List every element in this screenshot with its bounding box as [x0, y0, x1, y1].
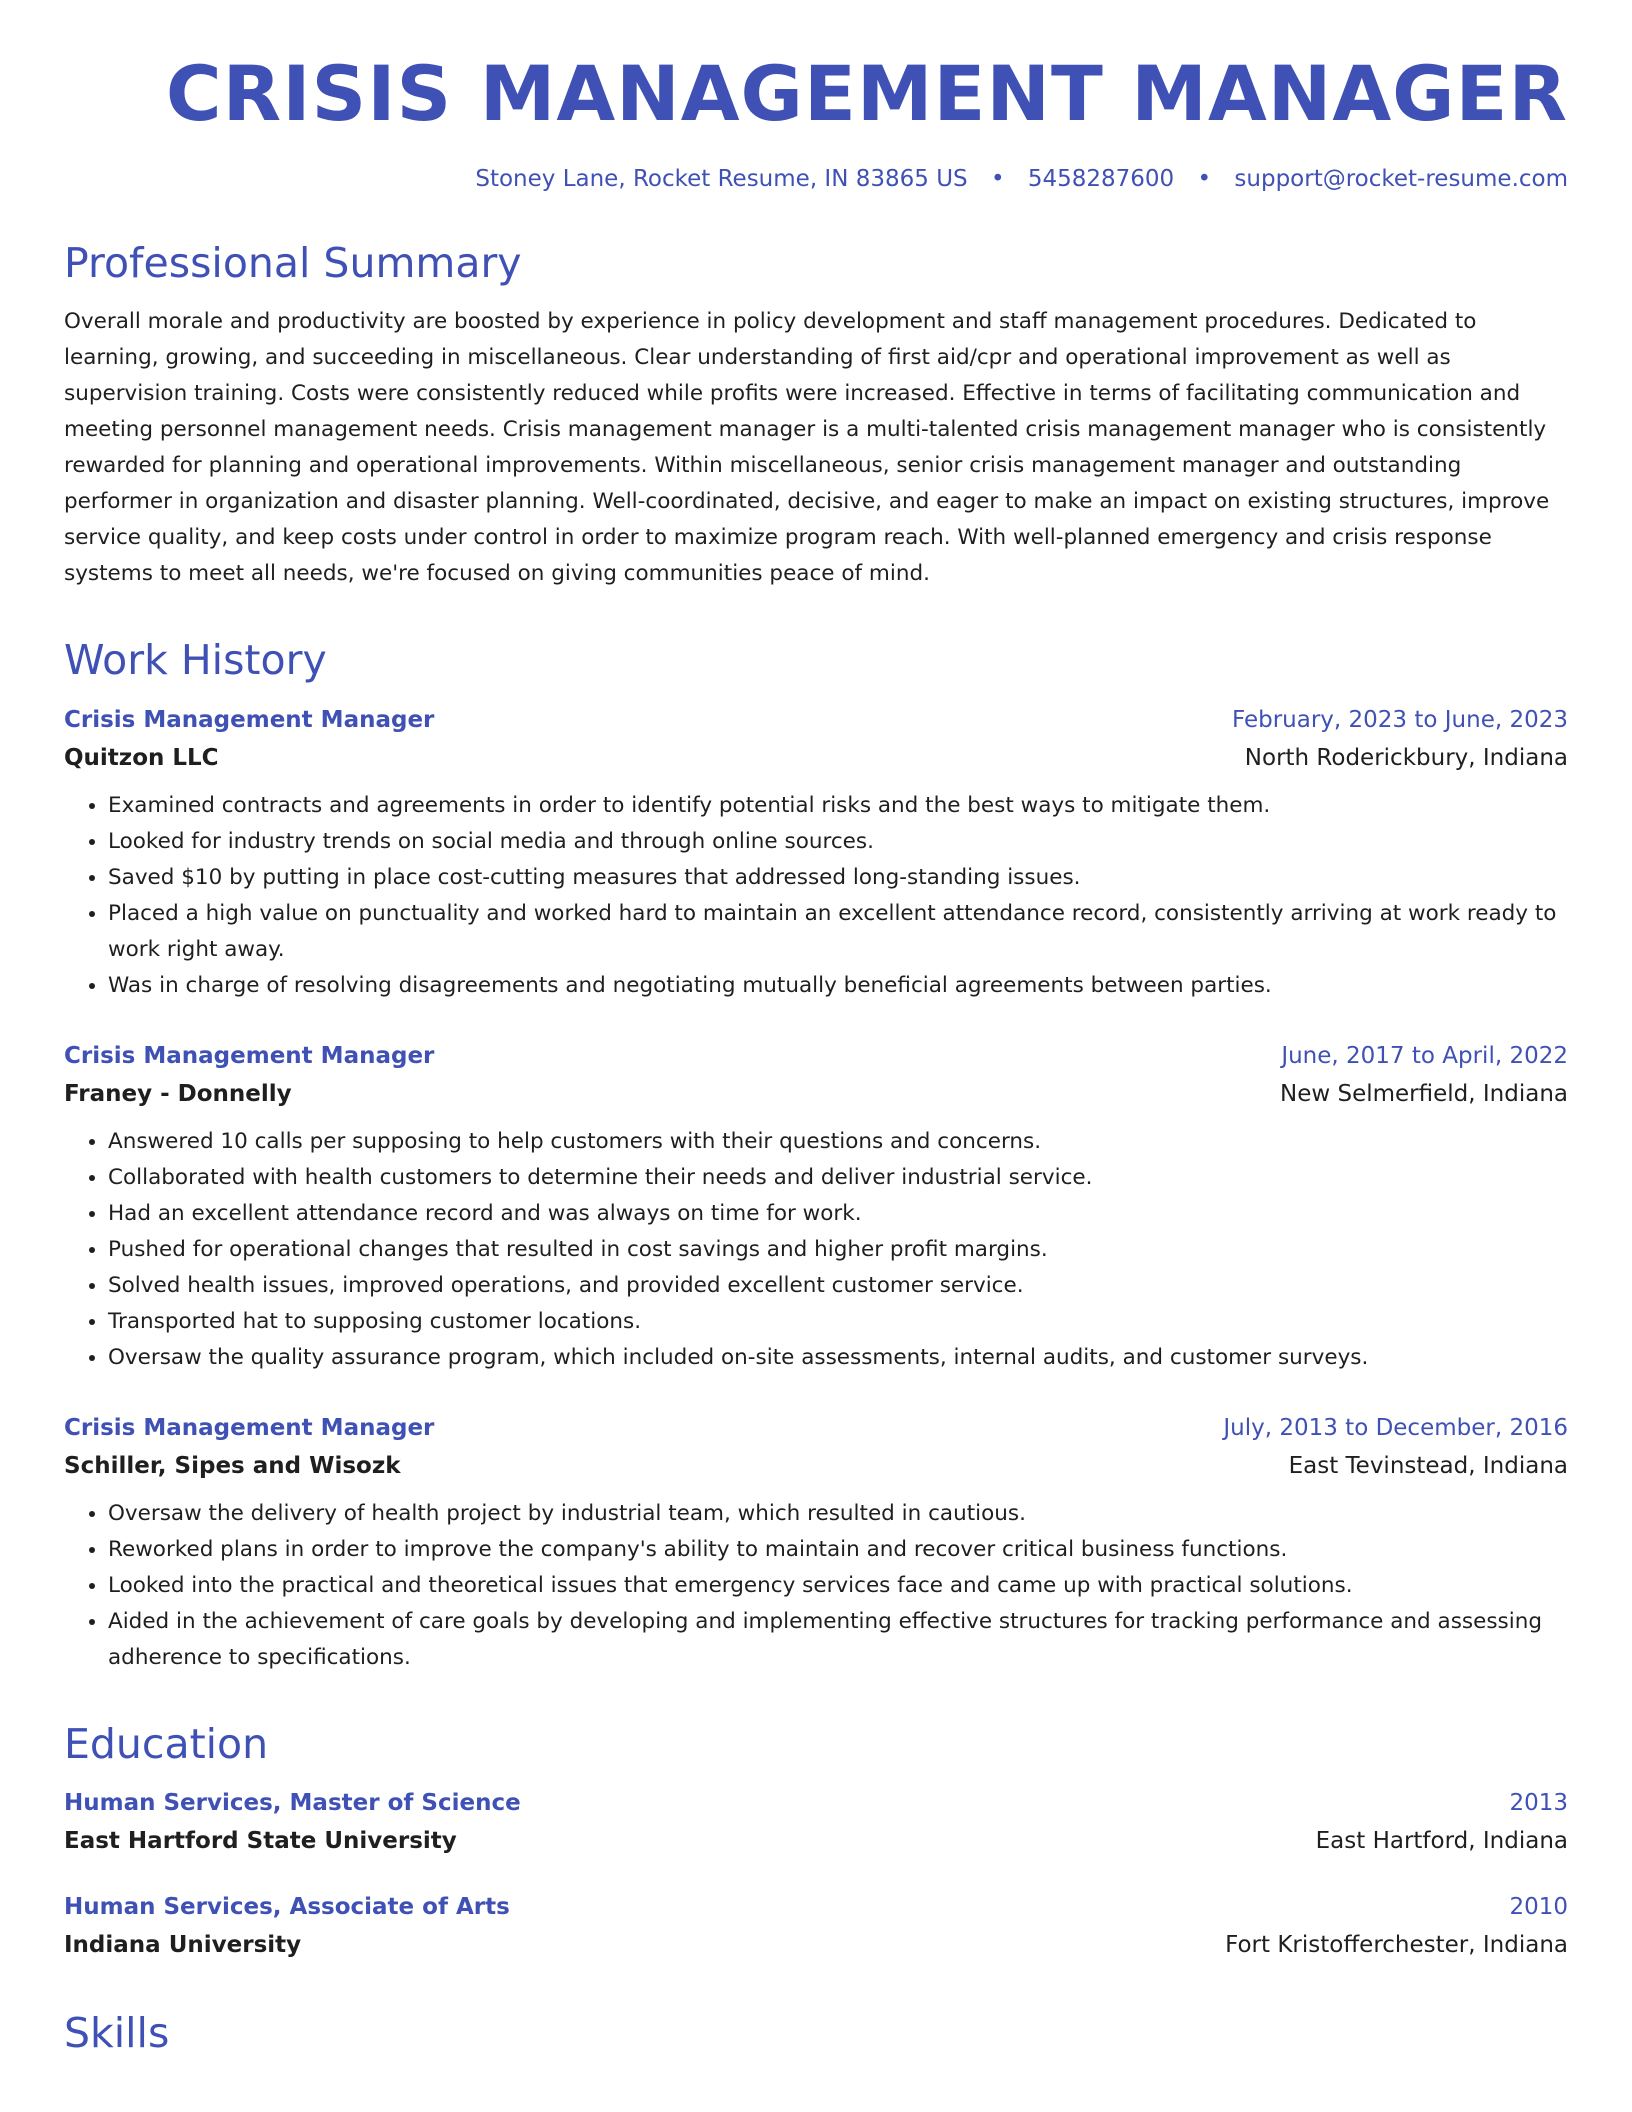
skills-heading: Skills: [64, 2008, 170, 2057]
job-bullet: • Was in charge of resolving disagreements and negotiating mutually beneficial agreements between parties.: [108, 968, 1568, 1004]
job-bullet: • Transported hat to supposing customer locations.: [108, 1304, 1568, 1340]
contact-separator: •: [1197, 166, 1212, 193]
job-bullet: • Looked for industry trends on social media and through online sources.: [108, 824, 1568, 860]
education-heading: Education: [64, 1719, 269, 1768]
job-location: East Tevinstead, Indiana: [1288, 1452, 1568, 1479]
job-company: Quitzon LLC: [64, 744, 219, 771]
job-bullet: • Aided in the achievement of care goals by developing and implementing effective structures for tracking performance and assessing adherence to specifications.: [108, 1604, 1568, 1676]
education-school: Indiana University: [64, 1931, 302, 1958]
job-bullet: • Placed a high value on punctuality and worked hard to maintain an excellent attendance record, consistently arriving at work ready to work right away.: [108, 896, 1568, 968]
job-company: Franey - Donnelly: [64, 1080, 292, 1107]
education-entry: [64, 1889, 1568, 1965]
contact-email: support@rocket-resume.com: [1234, 166, 1568, 193]
summary-text: Overall morale and productivity are boosted by experience in policy development and staff management procedures. Dedicated to learning, growing, and succeeding in miscellaneous. Clear understanding of first aid/cpr and operational improvement as well as supervision training. Costs were consistently reduced while profits were increased. Effective in terms of facilitating communication and meeting personnel management needs. Crisis management manager is a multi-talented crisis management manager who is consistently rewarded for planning and operational improvements. Within miscellaneous, senior crisis management manager and outstanding performer in organization and disaster planning. Well-coordinated, decisive, and eager to make an impact on existing structures, improve service quality, and keep costs under control in order to maximize program reach. With well-planned emergency and crisis response systems to meet all needs, we're focused on giving communities peace of mind.: [64, 309, 1550, 587]
job-title: Crisis Management Manager: [64, 706, 435, 733]
job-title: Crisis Management Manager: [64, 1042, 435, 1069]
job-company-row: [64, 1074, 1568, 1114]
education-location: East Hartford, Indiana: [1315, 1827, 1568, 1854]
job-bullet: • Solved health issues, improved operations, and provided excellent customer service.: [108, 1268, 1568, 1304]
education-degree: Human Services, Associate of Arts: [64, 1893, 510, 1920]
job-bullet: • Had an excellent attendance record and was always on time for work.: [108, 1196, 1568, 1232]
job-bullets: [64, 1124, 1568, 1376]
job-bullet: • Examined contracts and agreements in order to identify potential risks and the best ways to mitigate them.: [108, 788, 1568, 824]
job-bullet: • Saved $10 by putting in place cost-cutting measures that addressed long-standing issues.: [108, 860, 1568, 896]
education-year: 2010: [1509, 1893, 1568, 1920]
education-degree-row: [64, 1889, 1568, 1925]
job-dates: February, 2023 to June, 2023: [1231, 706, 1568, 733]
education-degree: Human Services, Master of Science: [64, 1789, 521, 1816]
job-header-row: [64, 1410, 1568, 1446]
job-bullets: [64, 1496, 1568, 1676]
job-title: Crisis Management Manager: [64, 1414, 435, 1441]
job-entry: [64, 702, 1568, 1004]
contact-separator: •: [990, 166, 1005, 193]
job-dates: June, 2017 to April, 2022: [1281, 1042, 1568, 1069]
contact-address: Stoney Lane, Rocket Resume, IN 83865 US: [475, 166, 968, 193]
job-header-row: [64, 1038, 1568, 1074]
education-school-row: [64, 1821, 1568, 1861]
job-bullet: • Oversaw the delivery of health project by industrial team, which resulted in cautious.: [108, 1496, 1568, 1532]
education-school-row: [64, 1925, 1568, 1965]
education-school: East Hartford State University: [64, 1827, 457, 1854]
resume-title: CRISIS MANAGEMENT MANAGER: [165, 49, 1568, 138]
job-bullet: • Answered 10 calls per supposing to help customers with their questions and concerns.: [108, 1124, 1568, 1160]
job-company-row: [64, 738, 1568, 778]
job-location: North Roderickbury, Indiana: [1244, 744, 1568, 771]
job-company-row: [64, 1446, 1568, 1486]
job-header-row: [64, 702, 1568, 738]
contact-phone: 5458287600: [1027, 166, 1175, 193]
job-bullet: • Collaborated with health customers to determine their needs and deliver industrial service.: [108, 1160, 1568, 1196]
job-bullets: [64, 788, 1568, 1004]
job-bullet: • Oversaw the quality assurance program, which included on-site assessments, internal audits, and customer surveys.: [108, 1340, 1568, 1376]
education-entry: [64, 1785, 1568, 1861]
job-bullet: • Looked into the practical and theoretical issues that emergency services face and came up with practical solutions.: [108, 1568, 1568, 1604]
work-history-heading: Work History: [64, 636, 327, 685]
job-entry: [64, 1038, 1568, 1376]
education-year: 2013: [1509, 1789, 1568, 1816]
job-bullet: • Reworked plans in order to improve the company's ability to maintain and recover critical business functions.: [108, 1532, 1568, 1568]
education-location: Fort Kristofferchester, Indiana: [1225, 1931, 1568, 1958]
job-dates: July, 2013 to December, 2016: [1223, 1414, 1568, 1441]
job-bullet: • Pushed for operational changes that resulted in cost savings and higher profit margins.: [108, 1232, 1568, 1268]
job-location: New Selmerfield, Indiana: [1280, 1080, 1568, 1107]
education-degree-row: [64, 1785, 1568, 1821]
job-entry: [64, 1410, 1568, 1676]
job-company: Schiller, Sipes and Wisozk: [64, 1452, 401, 1479]
summary-heading: Professional Summary: [64, 239, 522, 288]
contact-line: [64, 165, 1568, 195]
